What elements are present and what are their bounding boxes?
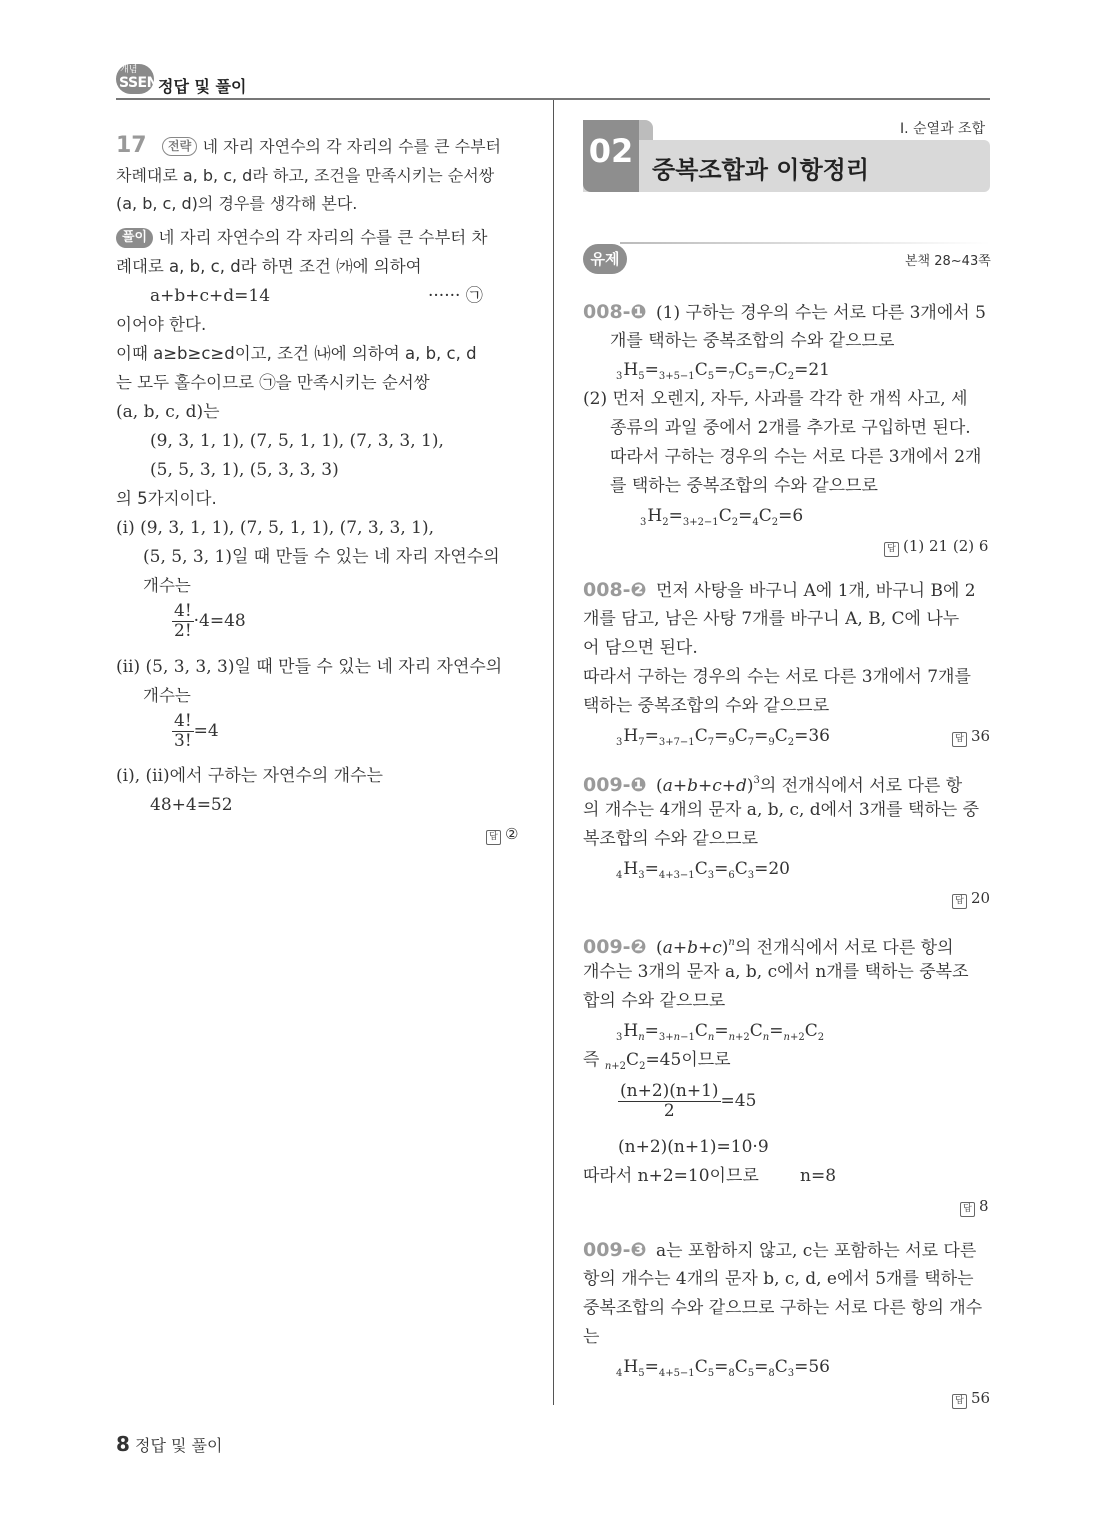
formula-009-2-b: 즉 $_{n+2}C_2=45$이므로	[583, 1050, 731, 1072]
problem-text: 합의 수와 같으므로	[583, 991, 726, 1011]
fraction-numerator: 4!	[174, 711, 192, 731]
problem-text: 를 택하는 중복조합의 수와 같으므로	[610, 476, 878, 496]
problem-009-3-line	[583, 1238, 976, 1263]
formula-009-2: $_3H_n=_{3+n-1}C_n=_{n+2}C_n=_{n+2}C_2$	[616, 1021, 825, 1043]
expansion-expression: $(a+b+c)^n$	[656, 937, 735, 958]
problem-number: 008-❷	[583, 579, 647, 601]
logo-bottom-text: SSEN	[119, 75, 158, 91]
header-title: 정답 및 풀이	[158, 77, 247, 96]
problem-text: 종류의 과일 중에서 2개를 추가로 구입하면 된다.	[610, 418, 971, 438]
problem-text: 즉	[583, 1050, 600, 1070]
problem-text: 항의 개수는 4개의 문자 b, c, d, e에서 5개를 택하는	[583, 1269, 974, 1289]
yuje-badge: 유제	[583, 244, 627, 274]
strategy-text: 차례대로 a, b, c, d라 하고, 조건을 만족시키는 순서쌍	[116, 166, 495, 185]
formula-008-2: $_3H_7=_{3+7-1}C_7=_9C_7=_9C_2=36$	[616, 726, 830, 748]
problem-text: a는 포함하지 않고, c는 포함하는 서로 다른	[656, 1241, 977, 1261]
strategy-badge: 전략	[162, 137, 197, 156]
answer-value: 8	[979, 1197, 989, 1215]
section-number-tab	[639, 120, 653, 140]
fraction-denominator: 3!	[174, 731, 192, 751]
problem-text: 먼저 사탕을 바구니 A에 1개, 바구니 B에 2	[656, 581, 976, 601]
fraction-numerator: (n+2)(n+1)	[620, 1081, 719, 1101]
footer-title: 정답 및 풀이	[135, 1436, 223, 1455]
answer-value: (1) 21 (2) 6	[903, 537, 989, 555]
formula-009-3: $_4H_5=_{4+5-1}C_5=_8C_5=_8C_3=56$	[616, 1357, 830, 1379]
problem-number: 009-❸	[583, 1239, 647, 1261]
answer-009-1	[952, 886, 990, 910]
answer-009-3	[952, 1386, 990, 1410]
strategy-text: (a, b, c, d)의 경우를 생각해 본다.	[116, 194, 358, 213]
case-1-line: 개수는	[143, 576, 191, 595]
tuple-list: (9, 3, 1, 1), (7, 5, 1, 1), (7, 3, 3, 1),	[150, 431, 444, 451]
logo-top-text: 개념	[120, 65, 138, 75]
problem-17-line1	[116, 134, 501, 159]
answer-value: 36	[971, 727, 991, 745]
problem-text: 택하는 중복조합의 수와 같으므로	[583, 696, 830, 716]
problem-number: 009-❶	[583, 774, 647, 796]
yuje-rule	[620, 242, 990, 244]
answer-icon: 답	[952, 894, 967, 909]
solution-text: 네 자리 자연수의 각 자리의 수를 큰 수부터 차	[158, 228, 488, 247]
answer-icon: 답	[952, 732, 967, 747]
fraction-result: =4	[193, 721, 219, 741]
case-1-line: (ⅰ) (9, 3, 1, 1), (7, 5, 1, 1), (7, 3, 3, 1),	[116, 518, 434, 538]
problem-text: 는	[583, 1327, 600, 1347]
solution-text: 의 5가지이다.	[116, 489, 217, 508]
problem-number: 009-❷	[583, 936, 647, 958]
chapter-label: Ⅰ. 순열과 조합	[900, 121, 986, 137]
equation: (n+2)(n+1)=10·9	[618, 1137, 769, 1157]
problem-text: 어 담으면 된다.	[583, 638, 698, 658]
answer-009-2	[960, 1194, 989, 1218]
problem-text: =45이므로	[645, 1050, 731, 1070]
problem-number: 17	[116, 133, 147, 158]
section-number: 02	[583, 120, 639, 192]
solution-text: 이어야 한다.	[116, 315, 207, 334]
problem-text: 의 전개식에서 서로 다른 항의	[734, 938, 954, 958]
answer-icon: 답	[960, 1202, 975, 1217]
solution-text: 는 모두 홀수이므로 ㉠을 만족시키는 순서쌍	[116, 373, 430, 392]
problem-text: 개를 담고, 남은 사탕 7개를 바구니 A, B, C에 나누	[583, 609, 960, 629]
problem-009-2-line	[583, 931, 954, 960]
problem-009-1-line	[583, 769, 962, 798]
fraction-denominator: 2!	[174, 621, 192, 641]
formula-009-1: $_4H_3=_{4+3-1}C_3=_6C_3=20$	[616, 859, 790, 881]
page-footer	[116, 1432, 222, 1456]
solution-text: (a, b, c, d)는	[116, 402, 220, 422]
problem-text: 복조합의 수와 같으므로	[583, 829, 759, 849]
answer-value: ②	[505, 825, 519, 843]
column-divider	[553, 100, 554, 1405]
problem-text: (2) 먼저 오렌지, 자두, 사과를 각각 한 개씩 사고, 세	[583, 389, 968, 409]
answer-icon: 답	[486, 830, 501, 845]
case-2-line: (ⅱ) (5, 3, 3, 3)일 때 만들 수 있는 네 자리 자연수의	[116, 657, 503, 677]
equation-1: a+b+c+d=14	[150, 286, 271, 306]
conclusion-equation: 48+4=52	[150, 795, 233, 815]
answer-icon: 답	[952, 1394, 967, 1409]
strategy-text: 네 자리 자연수의 각 자리의 수를 큰 수부터	[202, 137, 501, 156]
answer-008-1	[884, 534, 988, 558]
answer-icon: 답	[884, 542, 899, 557]
section-title: 중복조합과 이항정리	[652, 156, 870, 184]
page-reference: 본책 28~43쪽	[905, 254, 991, 269]
problem-text: 중복조합의 수와 같으므로 구하는 서로 다른 항의 개수	[583, 1298, 983, 1318]
problem-text: 의 개수는 4개의 문자 a, b, c, d에서 3개를 택하는 중	[583, 800, 980, 820]
brand-logo	[116, 64, 158, 94]
problem-text: 개수는 3개의 문자 a, b, c에서 n개를 택하는 중복조	[583, 962, 969, 982]
problem-text: 따라서 n+2=10이므로	[583, 1166, 759, 1186]
fraction-denominator: 2	[663, 1101, 675, 1121]
answer-17	[486, 822, 518, 846]
fraction-expression-3	[618, 1082, 756, 1121]
problem-text: 개를 택하는 중복조합의 수와 같으므로	[610, 331, 895, 351]
problem-number: 008-❶	[583, 301, 647, 323]
solution-text: 이때 a≥b≥c≥d이고, 조건 ㈏에 의하여 a, b, c, d	[116, 344, 477, 363]
answer-value: 20	[971, 889, 991, 907]
fraction	[172, 602, 194, 641]
equation-tag: ······ ㉠	[428, 286, 483, 306]
conclusion-line: (ⅰ), (ⅱ)에서 구하는 자연수의 개수는	[116, 766, 383, 786]
answer-008-2	[952, 724, 990, 748]
fraction-numerator: 4!	[174, 601, 192, 621]
fraction	[618, 1082, 721, 1121]
tuple-list: (5, 5, 3, 1), (5, 3, 3, 3)	[150, 460, 339, 480]
problem-008-2-line	[583, 578, 976, 603]
fraction-expression-2	[172, 712, 219, 751]
problem-text: (1) 구하는 경우의 수는 서로 다른 3개에서 5	[656, 303, 986, 323]
fraction-result: =45	[720, 1091, 757, 1111]
result-value: n=8	[800, 1166, 837, 1186]
fraction-result: ·4=48	[193, 611, 246, 631]
fraction	[172, 712, 194, 751]
problem-008-1-line	[583, 300, 986, 325]
formula-008-1-a: $_3H_5=_{3+5-1}C_5=_7C_5=_7C_2=21$	[616, 360, 830, 382]
case-2-line: 개수는	[143, 686, 191, 705]
case-1-line: (5, 5, 3, 1)일 때 만들 수 있는 네 자리 자연수의	[143, 547, 500, 567]
answer-value: 56	[971, 1389, 991, 1407]
problem-text: 따라서 구하는 경우의 수는 서로 다른 3개에서 7개를	[583, 667, 971, 687]
solution-text: 례대로 a, b, c, d라 하면 조건 ㈎에 의하여	[116, 257, 422, 276]
problem-text: 의 전개식에서 서로 다른 항	[759, 776, 963, 796]
solution-line	[116, 226, 487, 250]
solution-badge: 풀이	[116, 228, 153, 248]
problem-text: 따라서 구하는 경우의 수는 서로 다른 3개에서 2개	[610, 447, 982, 467]
formula-008-1-b: $_3H_2=_{3+2-1}C_2=_4C_2=6$	[640, 506, 804, 528]
fraction-expression-1	[172, 602, 246, 641]
page-number: 8	[116, 1432, 130, 1456]
expansion-expression: $(a+b+c+d)^3$	[656, 775, 760, 796]
